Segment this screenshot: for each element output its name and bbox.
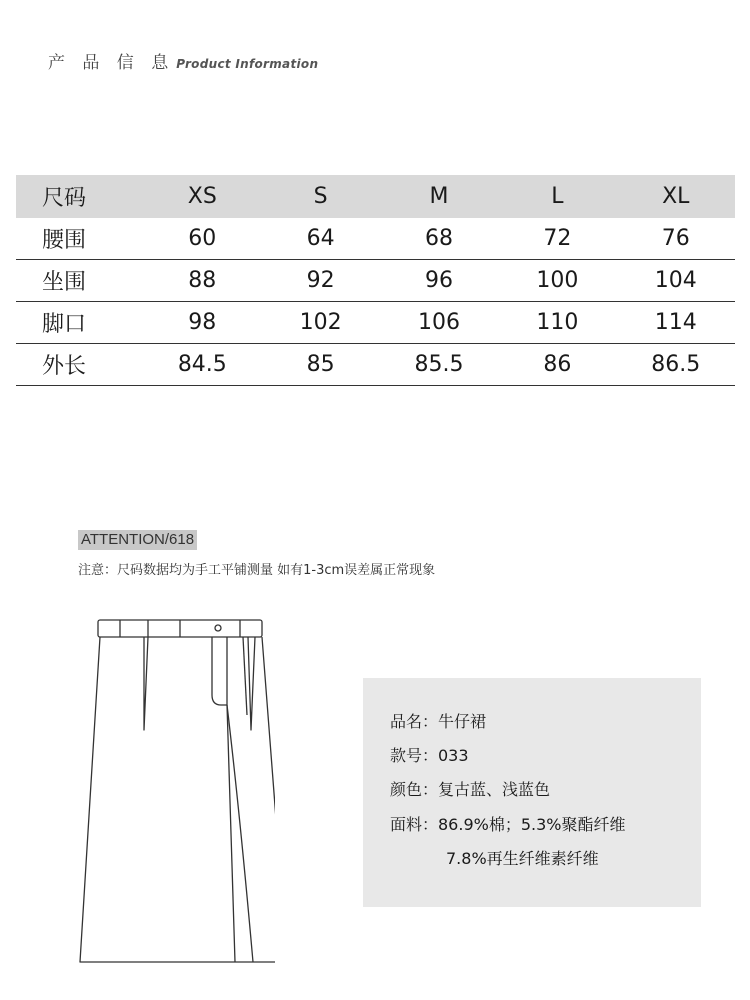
size-table: [16, 175, 735, 386]
table-cell: 92: [306, 268, 335, 293]
row-label: 坐围: [42, 270, 87, 295]
table-cell: 98: [188, 310, 217, 335]
table-row: [16, 218, 735, 260]
table-cell: 88: [188, 268, 217, 293]
header-title-cn: 产 品 信 息: [48, 53, 175, 73]
table-header-row: [16, 175, 735, 218]
table-row: [16, 302, 735, 344]
table-cell: 85: [306, 352, 335, 377]
product-fabric: 面料：86.9%棉；5.3%聚酯纤维: [390, 815, 626, 834]
table-row: [16, 260, 735, 302]
header-title-en: Product Information: [176, 57, 319, 71]
table-cell: 86.5: [651, 352, 701, 377]
product-fabric-continued: 7.8%再生纤维素纤维: [446, 849, 599, 868]
measurement-note: 注意：尺码数据均为手工平铺测量 如有1-3cm误差属正常现象: [78, 563, 436, 578]
product-info-box: [363, 678, 701, 907]
product-color: 颜色：复古蓝、浅蓝色: [390, 780, 551, 799]
column-header-s: S: [313, 184, 328, 209]
table-row: [16, 344, 735, 386]
table-cell: 110: [536, 310, 579, 335]
table-cell: 100: [536, 268, 579, 293]
table-cell: 114: [654, 310, 697, 335]
table-cell: 96: [425, 268, 453, 293]
column-header-l: L: [551, 184, 564, 209]
table-cell: 102: [299, 310, 342, 335]
row-label: 外长: [42, 354, 87, 379]
table-cell: 86: [543, 352, 572, 377]
row-label: 腰围: [42, 228, 87, 253]
table-cell: 104: [654, 268, 697, 293]
column-header-m: M: [429, 184, 449, 209]
table-cell: 106: [418, 310, 460, 335]
table-cell: 64: [306, 226, 335, 251]
section-header: [48, 48, 318, 73]
column-header-size: 尺码: [42, 186, 87, 211]
table-cell: 72: [543, 226, 572, 251]
row-label: 脚口: [42, 312, 87, 337]
table-cell: 84.5: [177, 352, 227, 377]
table-cell: 60: [188, 226, 217, 251]
attention-label: ATTENTION/618: [78, 530, 197, 550]
column-header-xs: XS: [187, 184, 217, 209]
table-cell: 85.5: [414, 352, 464, 377]
product-style-number: 款号：033: [390, 746, 469, 765]
product-name: 品名：牛仔裙: [390, 712, 487, 731]
column-header-xl: XL: [662, 184, 690, 209]
skirt-outline-icon: [75, 615, 275, 970]
table-cell: 76: [661, 226, 690, 251]
table-cell: 68: [425, 226, 453, 251]
